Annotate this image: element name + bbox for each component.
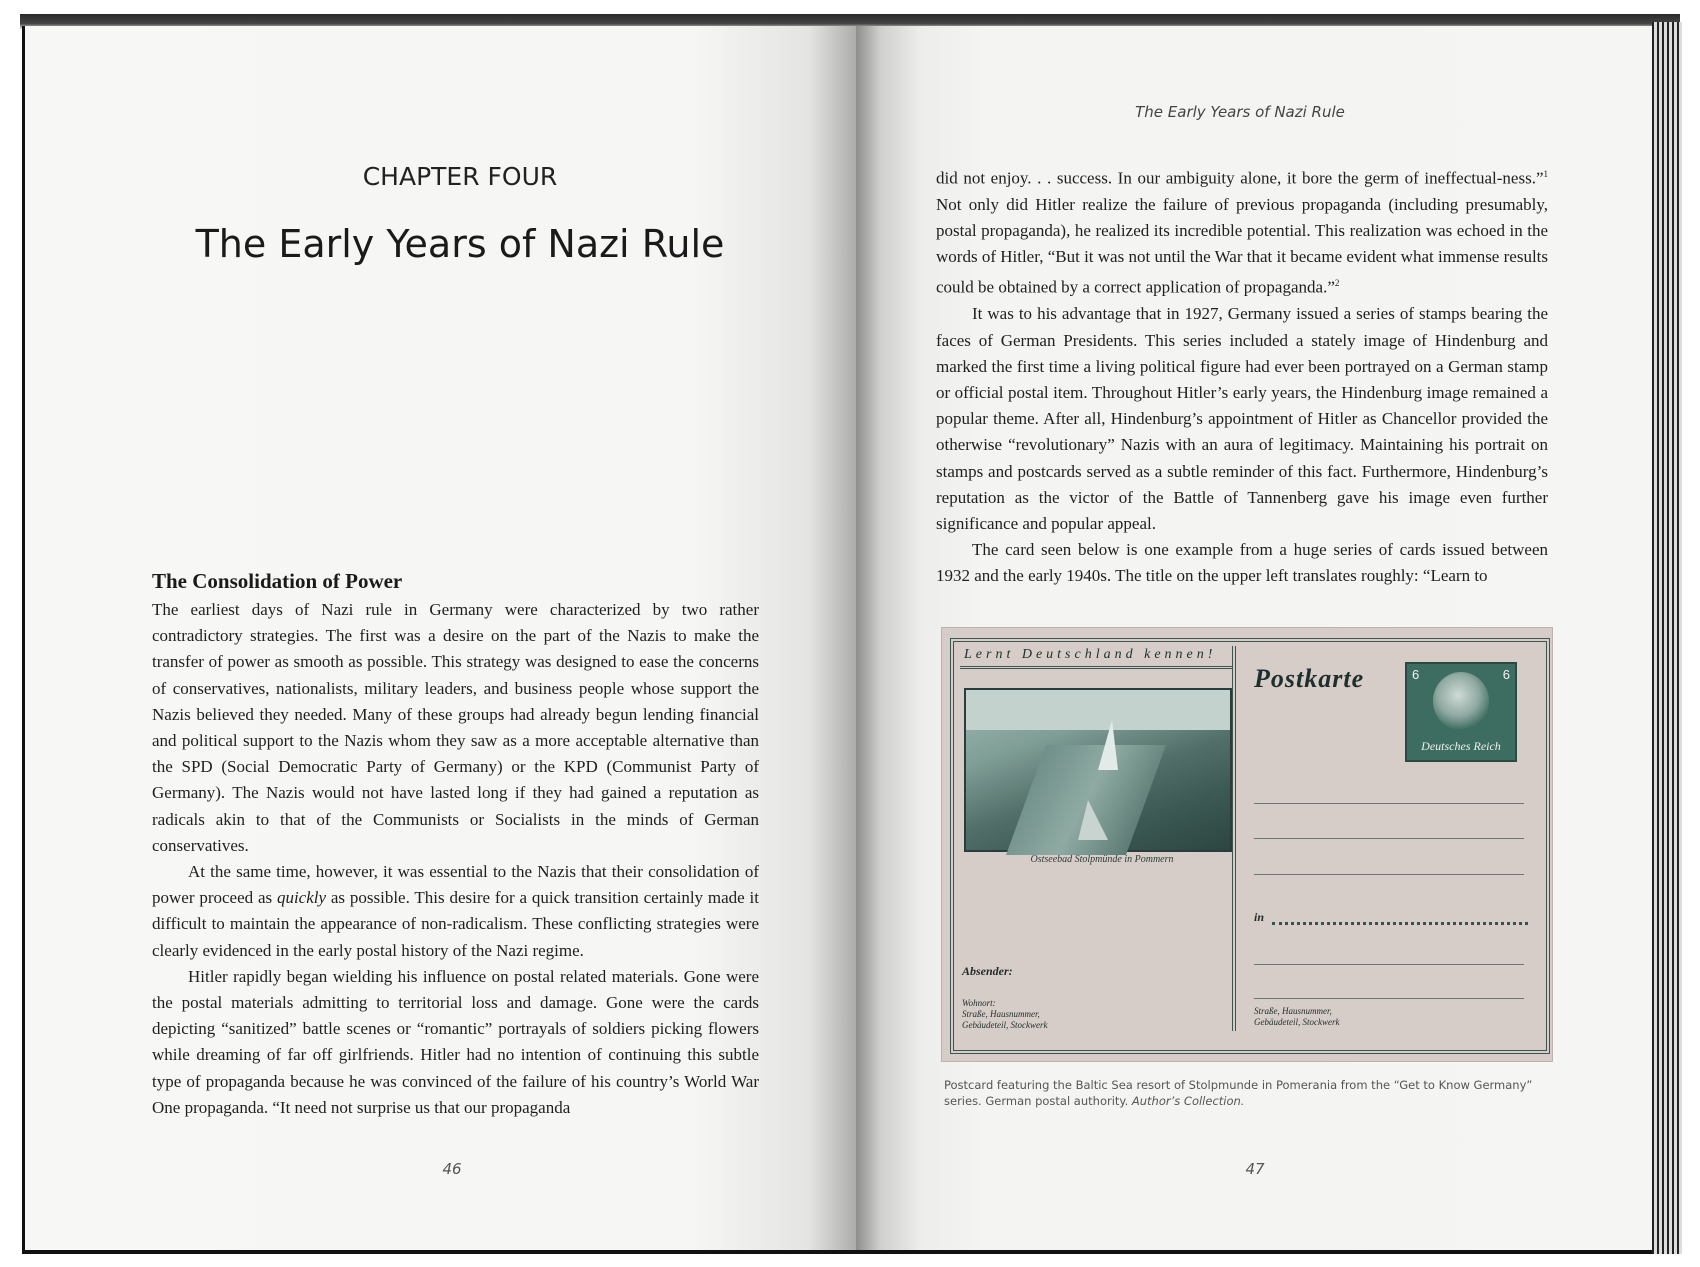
address-line [1254, 838, 1524, 839]
sender-label: Absender: [962, 964, 1013, 978]
portrait-icon [1433, 672, 1489, 730]
page-edges [1652, 22, 1682, 1254]
figure-caption [944, 1077, 1554, 1109]
photo-caption: Ostseebad Stolpmünde in Pommern [1030, 854, 1174, 865]
postcard-title: Postkarte [1254, 664, 1365, 693]
harbor-photo [964, 688, 1232, 852]
text-span: At the same time, however, it was essential to the Nazis that their consolidation of power proceed as [152, 862, 759, 908]
address-line [1254, 964, 1524, 965]
chapter-title: The Early Years of Nazi Rule [195, 222, 725, 266]
text-span: as possible. This desire for a quick transition certainly made it difficult to maintain the appearance of non-radicalism. These conflicting strategies were clearly evidenced in the early postal history of the Nazi regime. [152, 888, 759, 960]
sailboat-icon [1098, 720, 1118, 770]
recipient-city-line [1272, 922, 1528, 925]
paragraph: The earliest days of Nazi rule in Germany were characterized by two rather contradictory strategies. The first was a desire on the part of the Nazis to make the transfer of power as smooth as possible. This strategy was designed to ease the concerns of conservatives, nationalists, military leaders, and business people whose support the Nazis believed they needed. Many of these groups had already begun lending financial and political support to the Nazis whom they saw as a more acceptable alternative than the SPD (Social Democratic Party of Germany) or the KPD (Communist Party of Germany). The Nazis would not have lasted long if they had gained a reputation as radicals akin to that of the Communists or Socialists in the minds of German conservatives. [152, 600, 759, 855]
stamp-value: 6 [1502, 667, 1510, 682]
page-number-right: 47 [1245, 1160, 1265, 1178]
chapter-label: CHAPTER FOUR [362, 162, 558, 191]
text-span: did not enjoy. . . success. In our ambiguity alone, it bore the germ of ineffectual-ness.” [936, 168, 1544, 188]
page-number-left: 46 [442, 1160, 462, 1178]
text-span: Not only did Hitler realize the failure of previous propaganda (including presumably, postal propaganda), he realized its incredible potential. This realization was echoed in the words of Hitler, “But it was not until the War that it became evident what immense results could be obtained by a correct application of propaganda.” [936, 194, 1548, 298]
caption-credit: Author’s Collection. [1131, 1094, 1245, 1108]
caption-text: Postcard featuring the Baltic Sea resort of Stolpmunde in Pomerania from the “Get to Know Germany” series. German postal authority. [944, 1078, 1533, 1108]
emphasis: quickly [276, 888, 327, 908]
sailboat-icon [1078, 800, 1108, 840]
sender-address-label: Wohnort: Straße, Hausnummer, Gebäudeteil, Stockwerk [962, 998, 1048, 1030]
running-head: The Early Years of Nazi Rule [1135, 103, 1345, 121]
postcard-header: Lernt Deutschland kennen! [960, 644, 1232, 669]
paragraph: It was to his advantage that in 1927, Germany issued a series of stamps bearing the faces of German Presidents. This series included a stately image of Hindenburg and marked the first time a living political figure had ever been portrayed on a German stamp or official postal item. Throughout Hitler’s early years, the Hindenburg image remained a popular theme. After all, Hindenburg’s appointment of Hitler as Chancellor provided the otherwise “revolutionary” Nazis with an aura of legitimacy. Maintaining his portrait on stamps and postcards served as a subtle reminder of this fact. Furthermore, Hindenburg’s reputation as the victor of the Battle of Tannenberg gave his image even further significance and popular appeal. [936, 304, 1548, 533]
recipient-address-label: Straße, Hausnummer, Gebäudeteil, Stockwerk [1254, 1006, 1340, 1027]
address-line [1254, 803, 1524, 804]
stamp-label: Deutsches Reich [1421, 739, 1501, 753]
left-body-text [152, 597, 759, 1121]
hindenburg-stamp [1405, 662, 1517, 762]
postcard-figure [941, 627, 1553, 1062]
recipient-city-label: in [1254, 910, 1265, 924]
stamp-value: 6 [1412, 667, 1420, 682]
paragraph: Hitler rapidly began wielding his influence on postal related materials. Gone were the postal materials admitting to territorial loss and damage. Gone were the cards depicting “sanitized” battle scenes or “romantic” portrayals of soldiers picking flowers while dreaming of far off girlfriends. Hitler had no intention of continuing this subtle type of propaganda because he was convinced of the failure of his country’s World War One propaganda. “It need not surprise us that our propaganda [152, 966, 759, 1117]
address-line [1254, 874, 1524, 875]
paragraph: The card seen below is one example from a huge series of cards issued between 1932 and the early 1940s. The title on the upper left translates roughly: “Learn to [936, 540, 1548, 586]
postcard-divider [1232, 646, 1236, 1031]
address-line [1254, 998, 1524, 999]
footnote-marker: 2 [1334, 278, 1340, 289]
footnote-marker: 1 [1543, 169, 1548, 179]
paragraph [936, 161, 1548, 301]
right-body-text [936, 161, 1548, 590]
section-heading: The Consolidation of Power [152, 569, 403, 593]
paragraph [152, 859, 759, 964]
